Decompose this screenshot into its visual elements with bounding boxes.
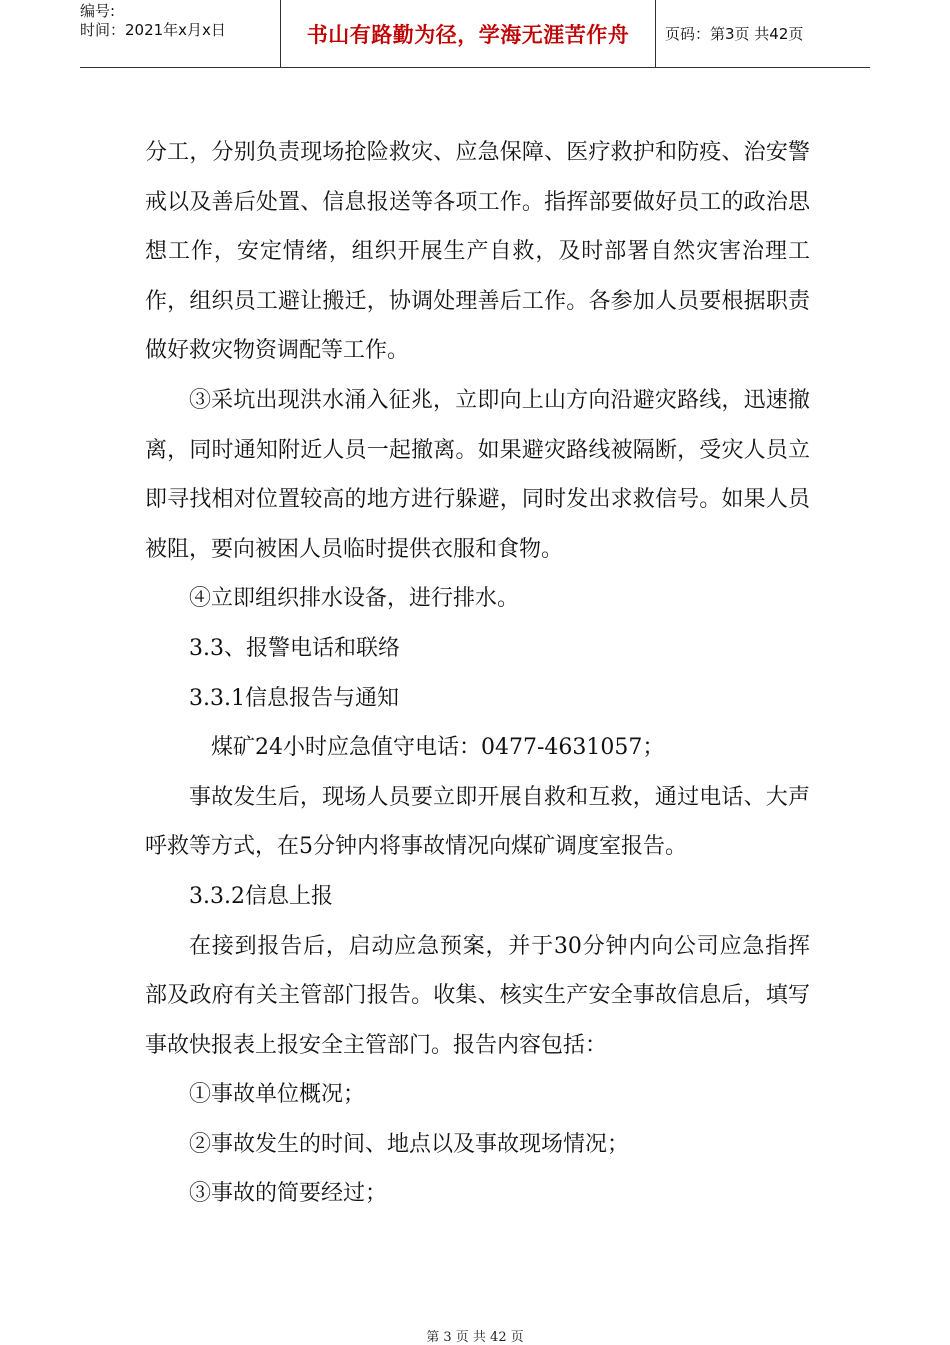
paragraph-evacuation: ③采坑出现洪水涌入征兆，立即向上山方向沿避灾路线，迅速撤离，同时通知附近人员一起撤离。如果避灾路线被隔断，受灾人员立即寻找相对位置较高的地方进行躲避，同时发出求救信号。如果人员被阻，要向被困人员临时提供衣服和食物。 bbox=[145, 387, 810, 562]
paragraph-reporting-procedure: 在接到报告后，启动应急预案，并于30分钟内向公司应急指挥部及政府有关主管部门报告。收集、核实生产安全事故信息后，填写事故快报表上报安全主管部门。报告内容包括： bbox=[145, 933, 810, 1058]
header-motto: 书山有路勤为径，学海无涯苦作舟 bbox=[280, 0, 656, 67]
paragraph-drainage: ④立即组织排水设备，进行排水。 bbox=[189, 586, 520, 612]
section-heading-3-3-1: 3.3.1信息报告与通知 bbox=[189, 685, 399, 711]
header-meta bbox=[80, 0, 280, 69]
page-footer: 第 3 页 共 42 页 bbox=[426, 1330, 524, 1345]
document-body bbox=[145, 128, 810, 1219]
section-heading-3-3: 3.3、报警电话和联络 bbox=[189, 635, 400, 661]
paragraph-emergency-phone: 煤矿24小时应急值守电话：0477-4631057； bbox=[211, 735, 665, 761]
list-item-time-location: ②事故发生的时间、地点以及事故现场情况； bbox=[189, 1131, 630, 1157]
section-heading-3-3-2: 3.3.2信息上报 bbox=[189, 883, 333, 909]
page-header bbox=[80, 0, 870, 68]
paragraph-duties: 分工，分别负责现场抢险救灾、应急保障、医疗救护和防疫、治安警戒以及善后处置、信息报送等各项工作。指挥部要做好员工的政治思想工作，安定情绪，组织开展生产自救，及时部署自然灾害治理工作，组织员工避让搬迁，协调处理善后工作。各参加人员要根据职责做好救灾物资调配等工作。 bbox=[145, 140, 810, 364]
time-label: 时间：2021年x月x日 bbox=[80, 21, 226, 39]
list-item-brief-process: ③事故的简要经过； bbox=[189, 1181, 388, 1207]
header-page-info: 页码：第3页 共42页 bbox=[665, 25, 804, 43]
list-item-unit-overview: ①事故单位概况； bbox=[189, 1082, 366, 1108]
paragraph-accident-report: 事故发生后，现场人员要立即开展自救和互救，通过电话、大声呼救等方式，在5分钟内将事故情况向煤矿调度室报告。 bbox=[145, 784, 810, 860]
number-label: 编号: bbox=[80, 2, 116, 20]
